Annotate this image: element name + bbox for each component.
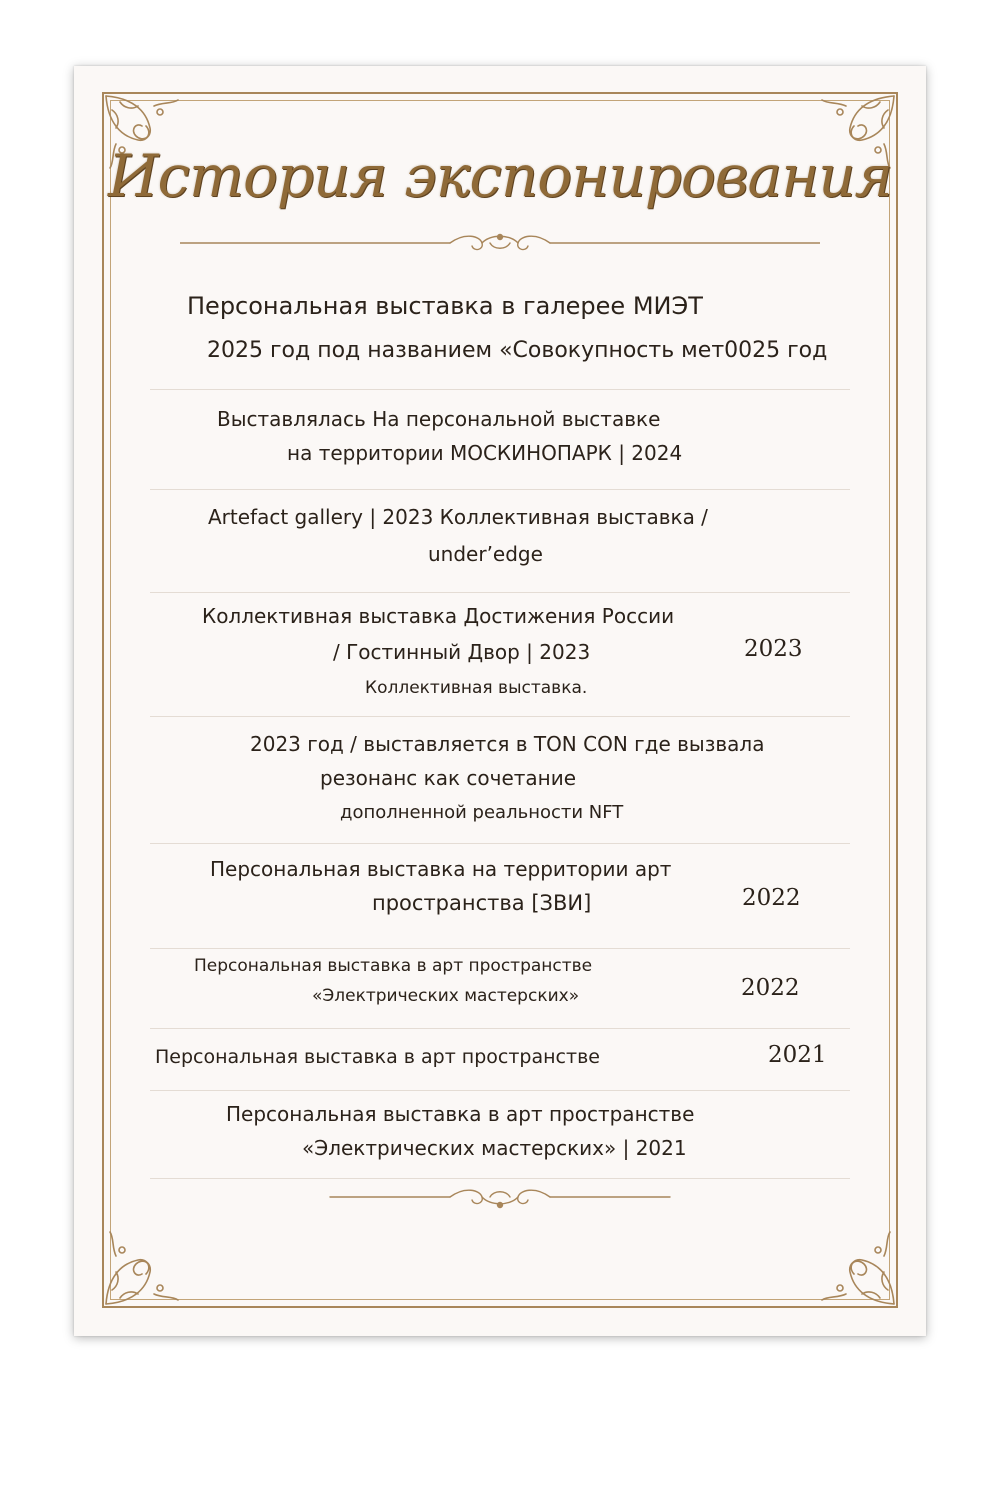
corner-ornament-icon bbox=[102, 1218, 192, 1308]
entry-line: under’edge bbox=[428, 542, 543, 566]
list-item bbox=[150, 592, 850, 717]
entry-line: Коллективная выставка. bbox=[365, 678, 588, 698]
entry-line: Выставлялась На персональной выставке bbox=[217, 407, 661, 431]
entry-line: на территории МОСКИНОПАРК | 2024 bbox=[287, 441, 683, 465]
entry-line: 2025 год под названием «Совокупность мет0025 год bbox=[207, 338, 828, 363]
entry-line: Artefact gallery | 2023 Коллективная выставка / bbox=[208, 505, 708, 529]
entry-year: 2021 bbox=[768, 1042, 827, 1068]
entry-line: «Электрических мастерских» | 2021 bbox=[302, 1136, 687, 1160]
list-item bbox=[150, 489, 850, 593]
page-title: История экспонирования bbox=[107, 142, 893, 210]
entry-year: 2023 bbox=[744, 636, 803, 662]
list-item bbox=[150, 389, 850, 490]
entry-line: дополненной реальности NFT bbox=[340, 802, 624, 823]
exhibition-history-card bbox=[74, 66, 926, 1336]
entry-line: Персональная выставка в арт пространстве bbox=[155, 1046, 600, 1068]
divider-flourish-icon bbox=[180, 228, 820, 258]
entry-line: Персональная выставка в арт пространстве bbox=[194, 956, 593, 976]
entry-line: пространства [ЗВИ] bbox=[372, 891, 592, 915]
entry-line: / Гостинный Двор | 2023 bbox=[333, 640, 591, 664]
entry-line: Коллективная выставка Достижения России bbox=[202, 604, 675, 628]
entry-line: Персональная выставка в галерее МИЭТ bbox=[187, 292, 703, 320]
entry-line: «Электрических мастерских» bbox=[312, 986, 580, 1006]
list-item bbox=[150, 948, 850, 1029]
entry-line: Персональная выставка на территории арт bbox=[210, 857, 672, 881]
divider-flourish-icon bbox=[180, 1182, 820, 1212]
list-item bbox=[150, 716, 850, 844]
list-item bbox=[150, 1028, 850, 1091]
entry-line: резонанс как сочетание bbox=[320, 766, 577, 790]
entry-line: Персональная выставка в арт пространстве bbox=[226, 1102, 695, 1126]
entry-line: 2023 год / выставляется в TON CON где вызвала bbox=[250, 732, 765, 756]
entry-year: 2022 bbox=[742, 885, 801, 911]
entry-year: 2022 bbox=[741, 975, 800, 1001]
corner-ornament-icon bbox=[808, 1218, 898, 1308]
list-item bbox=[150, 843, 850, 949]
list-item bbox=[150, 274, 850, 390]
list-item bbox=[150, 1090, 850, 1179]
